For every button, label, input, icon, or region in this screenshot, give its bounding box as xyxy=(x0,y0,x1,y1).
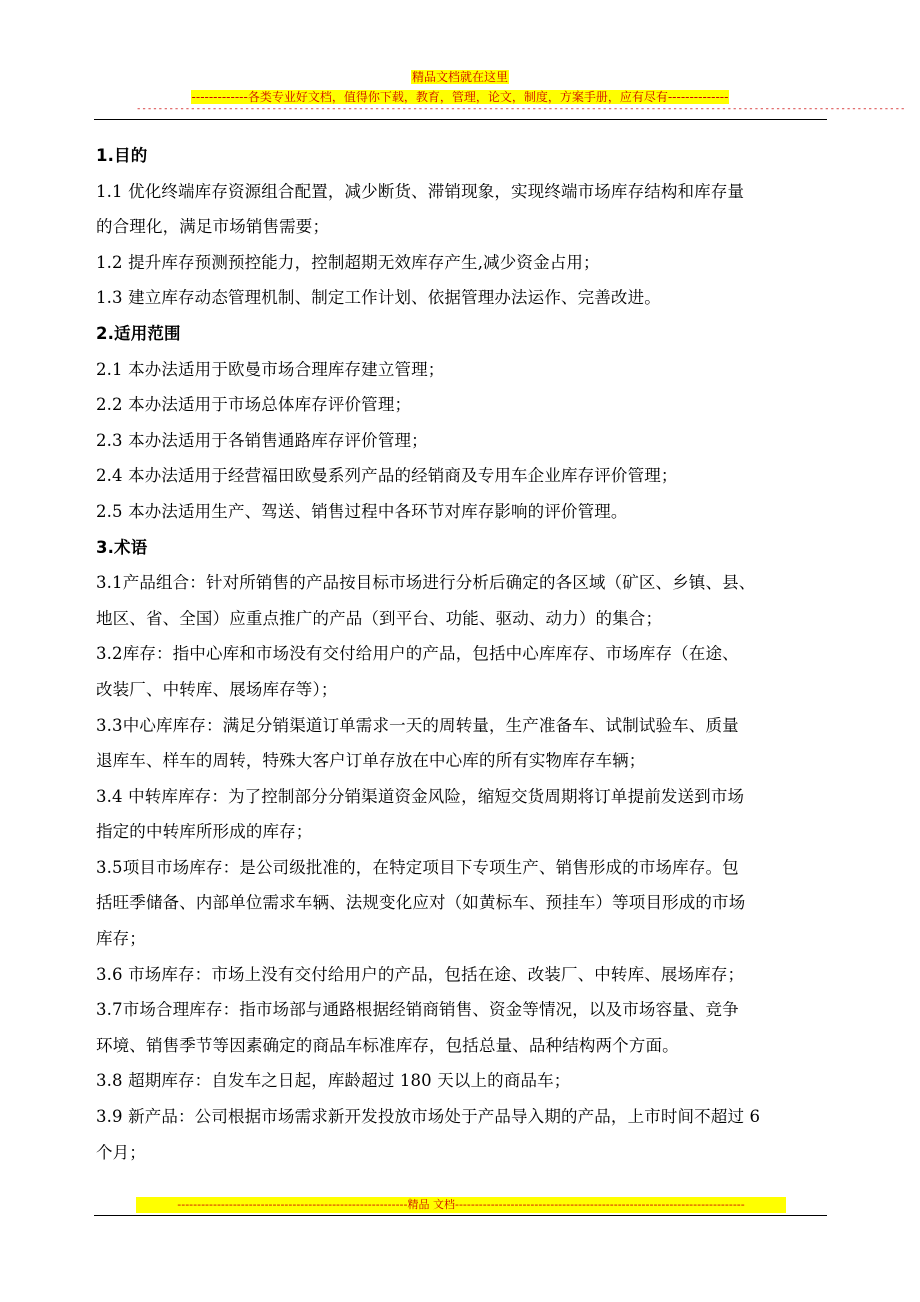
body-line: 3.7市场合理库存：指市场部与通路根据经销商销售、资金等情况，以及市场容量、竞争 xyxy=(96,1000,739,1020)
section-heading: 3.术语 xyxy=(96,537,148,557)
body-line: 环境、销售季节等因素确定的商品车标准库存，包括总量、品种结构两个方面。 xyxy=(96,1035,679,1055)
body-line: 括旺季储备、内部单位需求车辆、法规变化应对（如黄标车、预挂车）等项目形成的市场 xyxy=(96,893,746,913)
section-heading: 1.目的 xyxy=(96,146,148,165)
body-line: 3.4 中转库库存：为了控制部分分销渠道资金风险，缩短交货周期将订单提前发送到市场 xyxy=(96,786,745,806)
body-line: 2.1 本办法适用于欧曼市场合理库存建立管理； xyxy=(96,359,445,379)
section-heading: 2.适用范围 xyxy=(96,323,181,343)
header-rule xyxy=(94,119,827,120)
body-line: 改装厂、中转库、展场库存等）； xyxy=(96,679,338,699)
header-slogan: -------------各类专业好文档，值得你下载，教育，管理，论文，制度，方案手册，应有尽有-------------- xyxy=(191,90,729,104)
body-line: 地区、省、全国）应重点推广的产品（到平台、功能、驱动、动力）的集合； xyxy=(96,608,663,628)
header-title: 精品文档就在这里 xyxy=(411,70,508,84)
body-line: 退库车、样车的周转，特殊大客户订单存放在中心库的所有实物库存车辆； xyxy=(96,751,646,771)
body-line: 的合理化，满足市场销售需要； xyxy=(96,217,330,237)
body-line: 3.6 市场库存：市场上没有交付给用户的产品，包括在途、改装厂、中转库、展场库存； xyxy=(96,964,745,984)
body-line: 3.8 超期库存：自发车之日起，库龄超过 180 天以上的商品车； xyxy=(96,1071,571,1091)
body-line: 3.5项目市场库存：是公司级批准的，在特定项目下专项生产、销售形成的市场库存。包 xyxy=(96,857,739,877)
header-dash-line: ---------------------------------------------------------------------------------------------------------------------------------------------- xyxy=(136,104,906,114)
header-title-row xyxy=(0,66,920,85)
body-line: 3.1产品组合：针对所销售的产品按目标市场进行分析后确定的各区域（矿区、乡镇、县、 xyxy=(96,573,756,593)
body-line: 2.5 本办法适用生产、驾送、销售过程中各环节对库存影响的评价管理。 xyxy=(96,501,628,521)
document-body xyxy=(96,138,828,1170)
body-line: 1.3 建立库存动态管理机制、制定工作计划、依据管理办法运作、完善改进。 xyxy=(96,288,661,308)
body-line: 指定的中转库所形成的库存； xyxy=(96,822,313,842)
footer-rule xyxy=(94,1215,827,1216)
body-line: 个月； xyxy=(96,1142,146,1162)
body-line: 库存； xyxy=(96,929,146,949)
footer-banner: ----------------------------------------------------------精品 文档------------------------------------------------------------------------- xyxy=(136,1197,786,1213)
body-line: 1.1 优化终端库存资源组合配置，减少断货、滞销现象，实现终端市场库存结构和库存量 xyxy=(96,181,745,201)
body-line: 2.3 本办法适用于各销售通路库存评价管理； xyxy=(96,430,428,450)
body-line: 2.4 本办法适用于经营福田欧曼系列产品的经销商及专用车企业库存评价管理； xyxy=(96,466,678,486)
body-line: 3.2库存：指中心库和市场没有交付给用户的产品，包括中心库库存、市场库存（在途、 xyxy=(96,644,739,664)
body-line: 1.2 提升库存预测预控能力，控制超期无效库存产生,减少资金占用； xyxy=(96,252,600,272)
header-slogan-row xyxy=(0,86,920,105)
body-line: 3.9 新产品：公司根据市场需求新开发投放市场处于产品导入期的产品，上市时间不超过 6 xyxy=(96,1107,761,1127)
body-line: 3.3中心库库存：满足分销渠道订单需求一天的周转量，生产准备车、试制试验车、质量 xyxy=(96,715,739,735)
body-line: 2.2 本办法适用于市场总体库存评价管理； xyxy=(96,395,412,415)
